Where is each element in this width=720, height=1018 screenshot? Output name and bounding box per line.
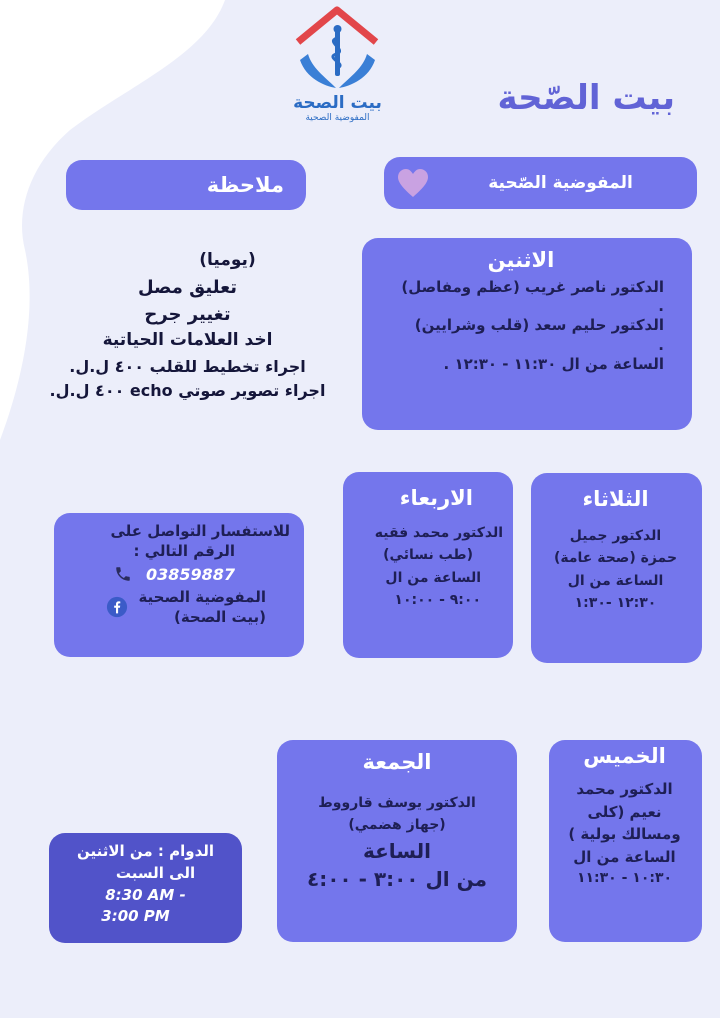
contact-line: للاستفسار التواصل على [110, 522, 290, 540]
thursday-line: الدكتور محمد [576, 780, 673, 798]
wednesday-day: الاربعاء [399, 486, 473, 510]
hours-line: 3:00 PM [101, 907, 170, 926]
logo [290, 2, 385, 132]
heart-icon [396, 167, 430, 199]
tuesday-line: حمزة (صحة عامة) [553, 550, 678, 567]
note-label-text: ملاحظة [206, 173, 284, 197]
monday-line: . [658, 335, 664, 354]
thursday-line: ومسالك بولية ) [568, 825, 681, 843]
wednesday-card [343, 472, 513, 658]
notes-item: اخد العلامات الحياتية [102, 329, 273, 350]
page-title: بيت الصّحة [497, 78, 675, 118]
monday-line: الدكتور ناصر غريب (عظم ومفاصل) [401, 278, 664, 296]
thursday-card [549, 740, 702, 942]
facebook-icon[interactable] [106, 596, 128, 618]
wednesday-line: ٩:٠٠ - ١٠:٠٠ [394, 592, 481, 609]
tuesday-card [531, 473, 702, 663]
tuesday-line: الدكتور جميل [569, 528, 662, 544]
monday-day: الاثنين [487, 248, 555, 272]
contact-line: الرقم التالي : [133, 542, 235, 561]
wednesday-line: الساعة من ال [385, 569, 481, 586]
thursday-line: الساعة من ال [573, 847, 676, 866]
wednesday-line: (طب نسائي) [383, 547, 473, 564]
notes-ecg: اجراء تخطيط للقلب ٤٠٠ ل.ل. [69, 357, 306, 376]
wednesday-line: الدكتور محمد فقيه [374, 525, 503, 541]
facebook-page-name[interactable]: المفوضية الصحية [138, 588, 266, 607]
tuesday-day: الثلاثاء [582, 487, 649, 511]
tuesday-line: الساعة من ال [567, 572, 664, 589]
contact-card [54, 513, 304, 657]
logo-subtext: المفوضية الصحية [305, 113, 370, 123]
friday-time: من ال ٣:٠٠ - ٤:٠٠ [307, 866, 487, 891]
house-hands-logo-icon [290, 2, 385, 97]
tuesday-line: ١٢:٣٠ -١:٣٠ [574, 595, 657, 612]
note-label [66, 160, 306, 210]
thursday-day: الخميس [583, 744, 666, 768]
thursday-line: ١٠:٣٠ - ١١:٣٠ [576, 870, 673, 886]
hours-line: الى السبت [115, 863, 196, 882]
hours-line: 8:30 AM - [105, 885, 186, 904]
monday-line: الساعة من ال ١١:٣٠ - ١٢:٣٠ . [443, 354, 664, 373]
notes-item: تغيير جرح [144, 303, 231, 325]
commission-label-text: المفوضية الصّحية [488, 173, 633, 193]
friday-specialty: (جهاز هضمي) [348, 817, 446, 834]
facebook-page-name-alt[interactable]: (بيت الصحة) [173, 608, 266, 627]
friday-doctor: الدكتور يوسف قارووط [318, 795, 476, 811]
notes-daily: (يوميا) [199, 250, 256, 270]
working-hours-card [49, 833, 242, 943]
logo-text: بيت الصحة [293, 93, 382, 113]
monday-line: الدكتور حليم سعد (قلب وشرايين) [414, 316, 664, 335]
monday-card [362, 238, 692, 430]
friday-hour-label: الساعة [362, 838, 432, 863]
notes-echo: اجراء تصوير صوتي echo ٤٠٠ ل.ل. [49, 381, 326, 400]
contact-phone-row [64, 562, 290, 588]
notes-block [20, 248, 355, 403]
friday-day: الجمعة [362, 750, 432, 774]
phone-number[interactable]: 03859887 [145, 564, 235, 584]
notes-item: تعليق مصل [137, 276, 238, 298]
contact-facebook-row [64, 587, 290, 628]
commission-label [384, 157, 697, 209]
hours-line: الدوام : من الاثنين [76, 842, 215, 860]
friday-card [277, 740, 517, 942]
thursday-line: نعيم (كلى [587, 802, 662, 821]
phone-icon [114, 565, 132, 583]
monday-line: . [658, 297, 664, 316]
